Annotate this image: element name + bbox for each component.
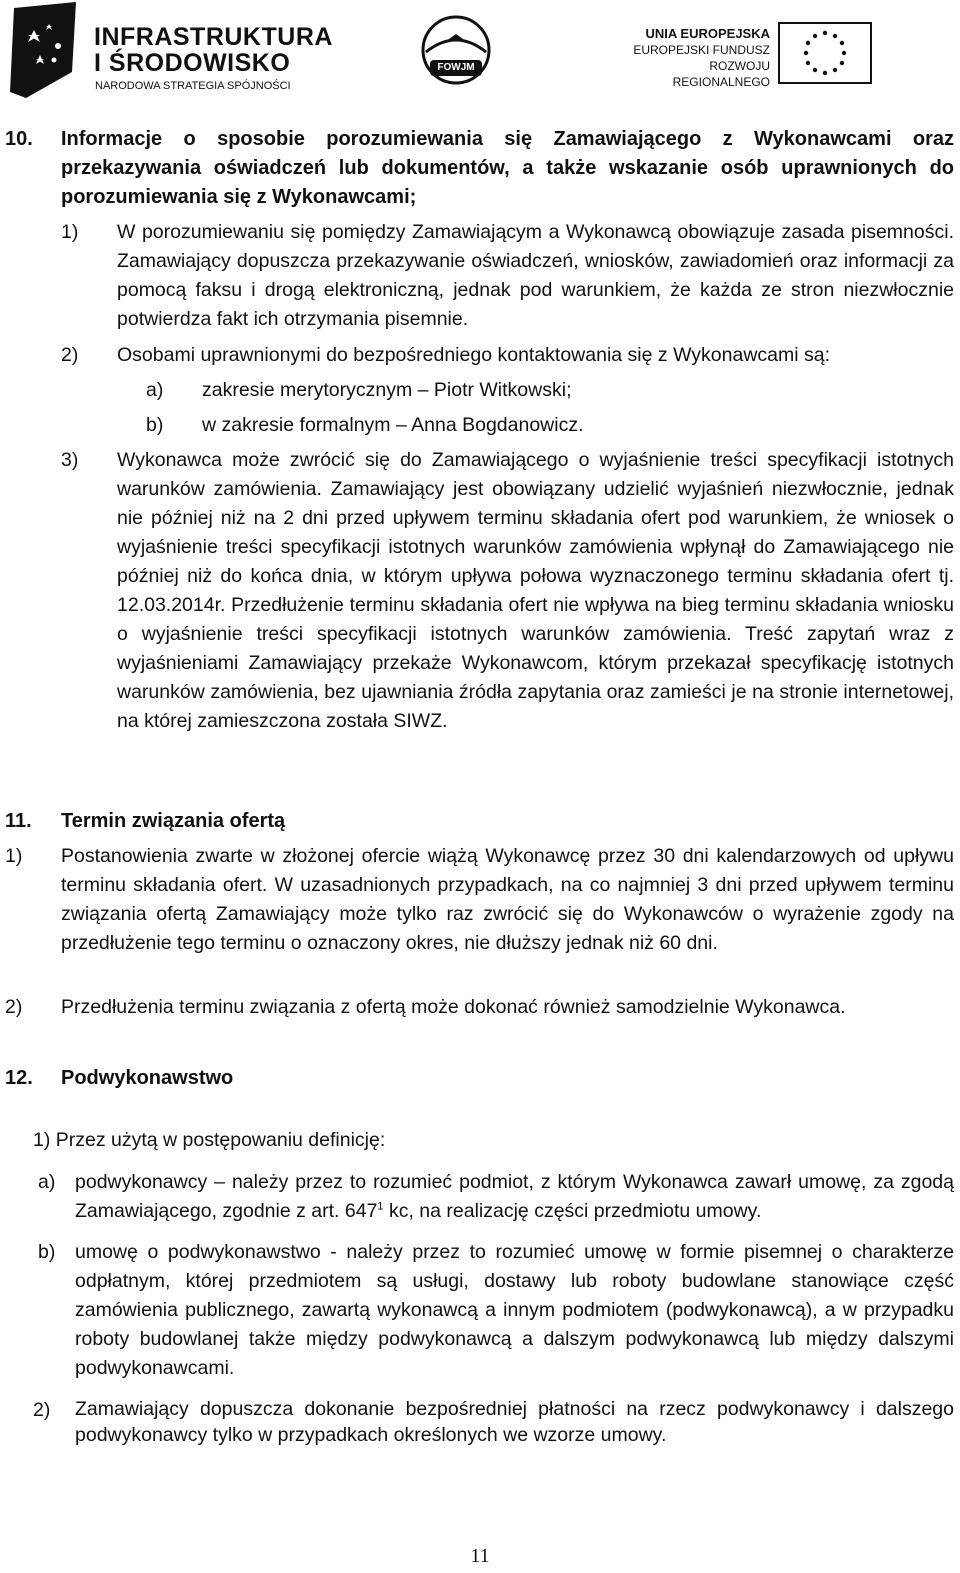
- s11-point-2-text: Przedłużenia terminu związania z ofertą może dokonać również samodzielnie Wykonawca.: [61, 996, 846, 1018]
- s10-item-b-letter: b): [146, 414, 164, 436]
- s10-point-3-number: 3): [61, 449, 79, 471]
- s12-item-a-text-pre: podwykonawcy – należy przez to rozumieć podmiot, z którym Wykonawca zawarł umowę, za zgodą Zamawiającego, zgodnie z art. 647: [75, 1171, 954, 1222]
- s10-point-1-number: 1): [61, 221, 79, 243]
- section-10-number: 10.: [5, 128, 33, 150]
- s10-item-b-text: w zakresie formalnym – Anna Bogdanowicz.: [202, 414, 584, 436]
- eu-line-2: EUROPEJSKI FUNDUSZ: [633, 43, 770, 57]
- logo-line-2: I ŚRODOWISKO: [94, 49, 291, 77]
- s10-point-3-text: Wykonawca może zwrócić się do Zamawiającego o wyjaśnienie treści specyfikacji istotnych warunków zamówienia. Zamawiający jest obowiązany udzielić wyjaśnień niezwłocznie, jednak nie później niż na 2 dni przed upływem terminu składania ofert pod warunkiem, że wniosek o wyjaśnienie treści specyfikacji istotnych warunków zamówienia wpłynął do Zamawiającego nie później niż do końca dnia, w którym upływa połowa wyznaczonego terminu składania ofert tj. 12.03.2014r. Przedłużenie terminu składania ofert nie wpływa na bieg terminu składania wniosku o wyjaśnienie treści specyfikacji istotnych warunków zamówienia. Treść zapytań wraz z wyjaśnieniami Zamawiający przekaże Wykonawcom, którym przekazał specyfikację istotnych warunków zamówienia, bez ujawniania źródła zapytania oraz zamieści je na stronie internetowej, na której zamieszczona została SIWZ.: [117, 449, 954, 732]
- logo-fowjm: [420, 14, 492, 86]
- s11-point-2-number: 2): [5, 996, 23, 1018]
- section-12-number: 12.: [5, 1067, 33, 1089]
- s12-point-1-text: 1) Przez użytą w postępowaniu definicję:: [33, 1129, 386, 1151]
- s12-item-b-letter: b): [38, 1241, 56, 1263]
- s12-point-2-text: Zamawiający dopuszcza dokonanie bezpośredniej płatności na rzecz podwykonawcy i dalszego podwykonawcy tylko w przypadkach określonych we wzorze umowy.: [75, 1398, 954, 1446]
- eu-line-1: UNIA EUROPEJSKA: [645, 26, 770, 41]
- logo-line-3: NARODOWA STRATEGIA SPÓJNOŚCI: [95, 80, 291, 92]
- section-10-title: Informacje o sposobie porozumiewania się Zamawiającego z Wykonawcami oraz przekazywania oświadczeń lub dokumentów, a także wskazanie osób uprawnionych do porozumiewania się z Wykonawcami;: [61, 128, 954, 208]
- logo-unia-europejska: [610, 22, 880, 89]
- s11-point-1-number: 1): [5, 845, 23, 867]
- s12-item-b-text: umowę o podwykonawstwo - należy przez to rozumieć umowę w formie pisemnej o charakterze odpłatnym, której przedmiotem są usługi, dostawy lub roboty budowlane stanowiące część zamówienia publicznego, zawartą wykonawcą a innym podmiotem (podwykonawcą), a w przypadku roboty budowlanej także między podwykonawcą a dalszym podwykonawcą lub między dalszymi podwykonawcami.: [75, 1241, 954, 1379]
- s12-point-2-number: 2): [33, 1399, 51, 1421]
- s12-item-a-text-post: kc, na realizację części przedmiotu umowy.: [383, 1200, 762, 1222]
- logo-line-1: INFRASTRUKTURA: [94, 23, 333, 51]
- s10-item-a-letter: a): [146, 379, 164, 401]
- logo-infrastruktura: [6, 2, 333, 98]
- s10-item-a-text: zakresie merytorycznym – Piotr Witkowski;: [202, 379, 572, 401]
- s10-point-2-text: Osobami uprawnionymi do bezpośredniego kontaktowania się z Wykonawcami są:: [117, 344, 831, 366]
- page-number: 11: [470, 1545, 490, 1567]
- s10-point-2-number: 2): [61, 344, 79, 366]
- section-11-title: Termin związania ofertą: [61, 810, 286, 832]
- fowjm-text: FOWJM: [437, 62, 475, 73]
- article-superscript: 1: [377, 1200, 384, 1213]
- s11-point-1-text: Postanowienia zwarte w złożonej ofercie wiążą Wykonawcę przez 30 dni kalendarzowych od upływu terminu składania ofert. W uzasadnionych przypadkach, na co najmniej 3 dni przed upływem terminu związania ofertą Zamawiający może tylko raz zwrócić się do Wykonawców o wyrażenie zgody na przedłużenie tego terminu o oznaczony okres, nie dłuższy jednak niż 60 dni.: [61, 845, 954, 954]
- section-11-number: 11.: [5, 810, 32, 832]
- eu-line-3: ROZWOJU REGIONALNEGO: [672, 59, 770, 89]
- s12-item-a-letter: a): [38, 1171, 56, 1193]
- section-12-title: Podwykonawstwo: [61, 1067, 234, 1089]
- s10-point-1-text: W porozumiewaniu się pomiędzy Zamawiającym a Wykonawcą obowiązuje zasada pisemności. Zamawiający dopuszcza przekazywanie oświadczeń, wniosków, zawiadomień oraz informacji za pomocą faksu i drogą elektroniczną, jednak pod warunkiem, że każda ze stron niezwłocznie potwierdza fakt ich otrzymania pisemnie.: [117, 221, 954, 330]
- fowjm-emblem: [420, 14, 492, 86]
- s12-item-a-text: [75, 1168, 954, 1226]
- logo-infrastruktura-emblem: [6, 2, 86, 98]
- eu-flag-icon: [778, 22, 872, 84]
